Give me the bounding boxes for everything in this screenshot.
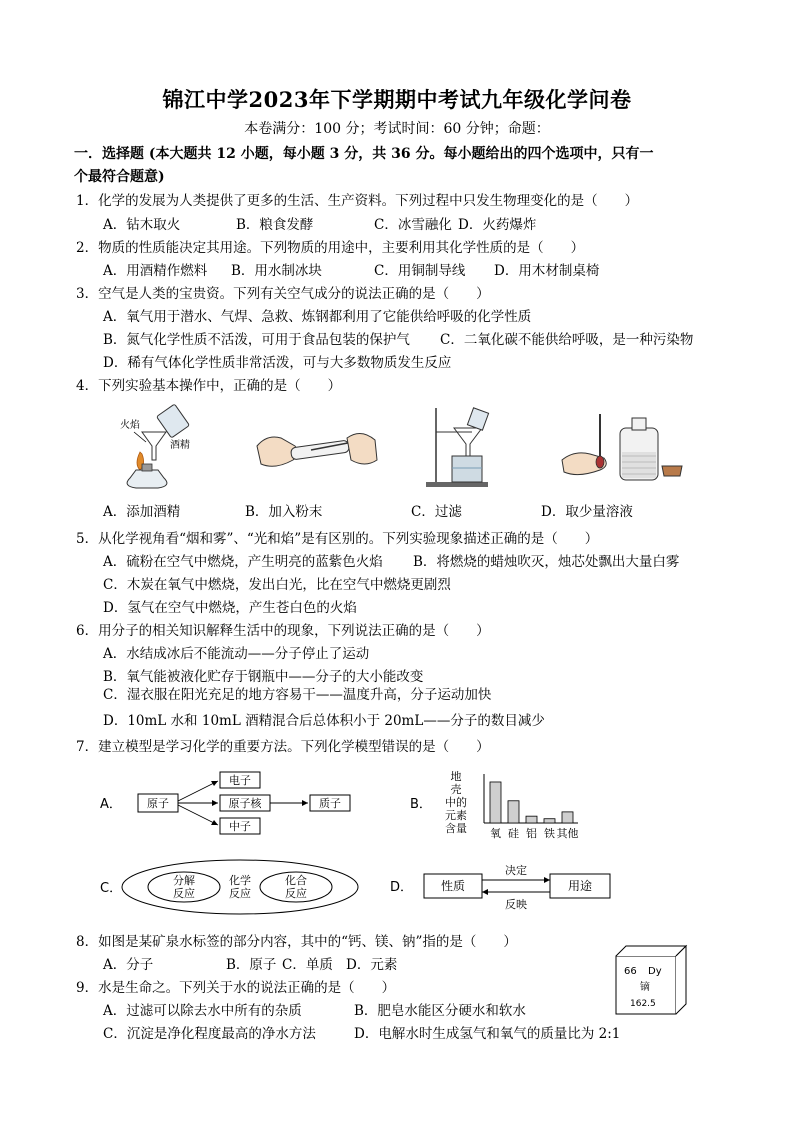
element-mass: 162.5 xyxy=(630,999,656,1009)
exam-title: 锦江中学2023年下学期期中考试九年级化学问卷 xyxy=(162,87,632,112)
model-a-label: A． xyxy=(100,797,122,812)
element-card-dy xyxy=(614,944,690,1016)
q5-option-b: B．将燃烧的蜡烛吹灭，烛芯处飘出大量白雾 xyxy=(413,554,680,570)
model-d-top: 决定 xyxy=(505,864,527,877)
chart-bar-1 xyxy=(490,782,501,823)
q3-option-c: C．二氧化碳不能供给呼吸，是一种污染物 xyxy=(440,332,694,348)
chart-ylabel-line: 含量 xyxy=(445,822,467,835)
chart-ylabel-line: 元素 xyxy=(445,809,467,822)
model-c-label: C． xyxy=(100,881,123,896)
chart-bar-4 xyxy=(544,819,555,823)
model-d-right: 用途 xyxy=(567,879,593,893)
model-c-left-2: 反应 xyxy=(173,887,195,900)
model-b-label: B． xyxy=(410,797,432,812)
q1-option-a: A．钻木取火 xyxy=(103,217,181,233)
q4-stem: 4．下列实验基本操作中，正确的是（ ） xyxy=(76,378,342,394)
q7-stem: 7．建立模型是学习化学的重要方法。下列化学模型错误的是（ ） xyxy=(76,739,490,755)
q8-option-b: B．原子 xyxy=(226,957,277,973)
q6-option-d: D．10mL 水和 10mL 酒精混合后总体积小于 20mL——分子的数目减少 xyxy=(103,713,545,729)
model-c-right-1: 化合 xyxy=(285,874,307,887)
figure-filtration xyxy=(424,404,494,490)
chart-bar-2 xyxy=(508,801,519,823)
q5-option-a: A．硫粉在空气中燃烧，产生明亮的蓝紫色火焰 xyxy=(103,554,383,570)
q1-stem: 1．化学的发展为人类提供了更多的生活、生产资料。下列过程中只发生物理变化的是（ ） xyxy=(76,193,639,209)
chart-category-label: 硅 xyxy=(508,827,519,840)
model-d-left: 性质 xyxy=(440,879,466,893)
q5-option-d: D．氢气在空气中燃烧，产生苍白色的火焰 xyxy=(103,600,357,616)
chart-ylabel-line: 壳 xyxy=(450,783,462,796)
figure-add-alcohol xyxy=(112,402,207,490)
q4-option-b: B．加入粉末 xyxy=(245,504,323,520)
q2-option-b: B．用水制冰块 xyxy=(231,263,322,279)
model-d-bottom: 反映 xyxy=(505,898,527,911)
q4-option-a: A．添加酒精 xyxy=(103,504,181,520)
q1-option-b: B．粮食发酵 xyxy=(236,217,314,233)
exam-subtitle: 本卷满分：100 分；考试时间：60 分钟；命题： xyxy=(244,121,550,137)
chart-bar-5 xyxy=(562,812,573,823)
q4-option-c: C．过滤 xyxy=(411,504,462,520)
q6-option-b: B．氧气能被液化贮存于钢瓶中——分子的大小能改变 xyxy=(103,669,424,685)
q9-option-b: B．肥皂水能区分硬水和软水 xyxy=(354,1003,526,1019)
chart-ylabel xyxy=(445,769,467,835)
element-name: 镝 xyxy=(640,982,650,993)
model-c-mid-1: 化学 xyxy=(229,874,251,887)
q5-option-c: C．木炭在氧气中燃烧，发出白光，比在空气中燃烧更剧烈 xyxy=(103,577,451,593)
model-a-proton: 质子 xyxy=(319,797,341,810)
q2-option-d: D．用木材制桌椅 xyxy=(494,263,600,279)
figure-take-liquid xyxy=(560,410,685,490)
model-c-mid-2: 反应 xyxy=(229,887,251,900)
chart-category-label: 其他 xyxy=(556,827,579,840)
q9-option-c: C．沉淀是净化程度最高的净水方法 xyxy=(103,1026,316,1042)
q4-option-d: D．取少量溶液 xyxy=(541,504,633,520)
element-number: 66 xyxy=(624,966,637,977)
model-d-label: D． xyxy=(390,880,414,895)
element-symbol: Dy xyxy=(648,966,662,977)
chart-ylabel-line: 地 xyxy=(450,770,462,783)
model-a-nucleus: 原子核 xyxy=(228,797,262,810)
q8-option-c: C．单质 xyxy=(282,957,333,973)
section-heading-line1: 一．选择题 (本大题共 12 小题，每小题 3 分，共 36 分。每小题给出的四个选项中，只有一 xyxy=(74,146,654,162)
figure-add-powder xyxy=(255,420,380,482)
q8-option-d: D．元素 xyxy=(346,957,398,973)
q9-option-d: D．电解水时生成氢气和氧气的质量比为 2:1 xyxy=(354,1026,621,1042)
chart-category-label: 铁 xyxy=(544,827,555,840)
model-a-atom: 原子 xyxy=(147,797,169,810)
q1-option-d: D．火药爆炸 xyxy=(458,217,537,233)
model-b-crust-chart xyxy=(410,768,585,840)
q3-option-d: D．稀有气体化学性质非常活泼，可与大多数物质发生反应 xyxy=(103,355,452,371)
q3-option-a: A．氧气用于潜水、气焊、急救、炼钢都利用了它能供给呼吸的化学性质 xyxy=(103,309,532,325)
q9-stem: 9．水是生命之。下列关于水的说法正确的是（ ） xyxy=(76,980,396,996)
chart-bars xyxy=(490,782,573,823)
section-heading-line2: 个最符合题意) xyxy=(74,169,165,185)
q1-option-c: C．冰雪融化 xyxy=(374,217,452,233)
chart-bar-3 xyxy=(526,816,537,823)
chart-category-label: 铝 xyxy=(526,827,537,840)
q2-stem: 2．物质的性质能决定其用途。下列物质的用途中，主要利用其化学性质的是（ ） xyxy=(76,240,585,256)
q8-stem: 8．如图是某矿泉水标签的部分内容，其中的“钙、镁、钠”指的是（ ） xyxy=(76,934,517,950)
section-heading xyxy=(74,143,724,189)
model-c-right-2: 反应 xyxy=(285,887,307,900)
q6-option-a: A．水结成冰后不能流动——分子停止了运动 xyxy=(103,646,370,662)
label-fire: 火焰 xyxy=(120,420,140,431)
model-a-electron: 电子 xyxy=(229,774,251,787)
model-a-neutron: 中子 xyxy=(229,820,251,833)
q3-stem: 3．空气是人类的宝贵资。下列有关空气成分的说法正确的是（ ） xyxy=(76,286,490,302)
q5-stem: 5．从化学视角看“烟和雾”、“光和焰”是有区别的。下列实验现象描述正确的是（ ） xyxy=(76,531,599,547)
chart-categories xyxy=(490,826,579,840)
q8-option-a: A．分子 xyxy=(103,957,154,973)
q6-option-c: C．湿衣服在阳光充足的地方容易干——温度升高，分子运动加快 xyxy=(103,687,492,703)
model-a-atom-structure xyxy=(100,768,362,836)
chart-ylabel-line: 中的 xyxy=(445,796,467,809)
q2-option-c: C．用铜制导线 xyxy=(374,263,466,279)
q6-stem: 6．用分子的相关知识解释生活中的现象，下列说法正确的是（ ） xyxy=(76,623,490,639)
q9-option-a: A．过滤可以除去水中所有的杂质 xyxy=(103,1003,302,1019)
chart-category-label: 氧 xyxy=(490,827,501,840)
model-c-left-1: 分解 xyxy=(173,874,195,887)
label-alcohol: 酒精 xyxy=(170,440,190,451)
model-c-reaction-types xyxy=(100,856,362,918)
model-d-property-use xyxy=(390,864,615,912)
q3-option-b: B．氮气化学性质不活泼，可用于食品包装的保护气 xyxy=(103,332,410,348)
q2-option-a: A．用酒精作燃料 xyxy=(103,263,208,279)
